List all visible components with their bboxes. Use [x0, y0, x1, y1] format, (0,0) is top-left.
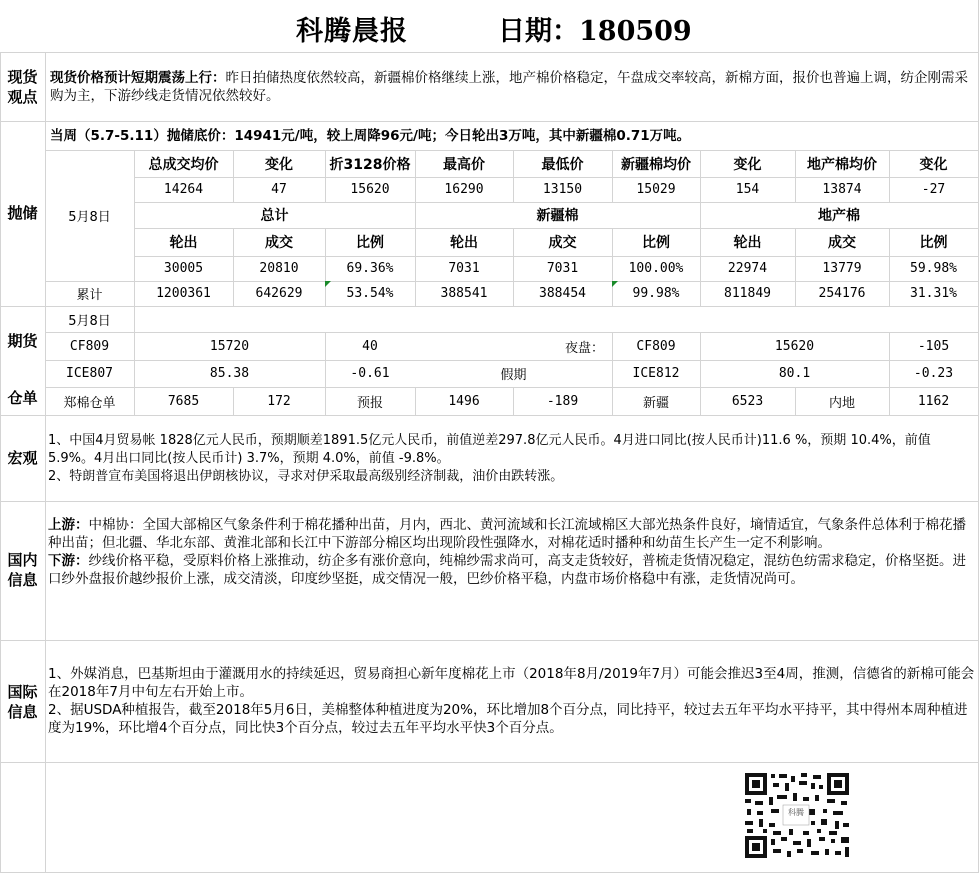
futures-ice1-change: -0.61	[350, 366, 390, 381]
warehouse-cell-0: 郑棉仓单	[63, 395, 116, 411]
futures-night-price: 15620	[774, 338, 815, 354]
price-header-5: 新疆棉均价	[621, 156, 691, 173]
day-value-3: 7031	[448, 261, 480, 276]
price-value-5: 15029	[636, 182, 676, 197]
section-label-international	[0, 682, 45, 722]
grid-line	[0, 121, 979, 122]
sub-header-8: 比例	[919, 235, 948, 251]
cum-value-4: 388454	[539, 286, 586, 301]
price-value-7: 13874	[822, 182, 862, 197]
international-label-line1: 国际	[7, 683, 38, 701]
futures-night-label: 夜盘：	[564, 340, 604, 356]
price-value-6: 154	[735, 182, 760, 197]
day-value-7: 13779	[822, 261, 862, 276]
futures-holiday: 假期	[500, 368, 527, 383]
warehouse-cell-3: 预报	[356, 395, 383, 411]
price-header-1: 变化	[265, 156, 293, 173]
warehouse-cell-1: 7685	[167, 393, 200, 409]
day-value-2: 69.36%	[346, 261, 394, 276]
day-value-6: 22974	[727, 261, 768, 276]
sub-header-2: 比例	[356, 235, 384, 251]
spot-label-line1: 现货	[7, 68, 38, 86]
price-header-4: 最低价	[541, 156, 584, 173]
auction-date: 5月8日	[68, 210, 111, 225]
qr-caption: 科腾	[788, 808, 804, 817]
section-label-futures: 期货	[7, 332, 38, 350]
qr-code	[743, 771, 851, 860]
macro-item-1: 1、中国4月贸易帐 1828亿元人民币，预期顺差1891.5亿元人民币，前值逆差297.8亿元人民币。4月进口同比(按人民币计)11.6 %，预期 10.4%，前值 5.9%。4月出口同比(按人民币计) 3.7%，预期 4.0%，前值 -9.8%。	[48, 433, 931, 466]
group-header-local: 地产棉	[818, 208, 860, 224]
section-label-warehouse: 仓单	[7, 389, 38, 407]
futures-cf-change: 40	[362, 338, 378, 354]
report-title: 科腾晨报	[296, 16, 408, 47]
group-header-xinjiang: 新疆棉	[536, 208, 579, 224]
grid-line	[45, 52, 46, 873]
cum-value-8: 31.31%	[910, 286, 957, 301]
futures-ice1-code: ICE807	[66, 366, 113, 381]
sub-header-6: 轮出	[733, 235, 762, 251]
spot-view-headline: 现货价格预计短期震荡上行：	[50, 70, 226, 86]
price-header-7: 地产棉均价	[807, 156, 877, 173]
macro-text	[48, 432, 976, 486]
warehouse-cell-9: 1162	[917, 393, 950, 409]
price-value-2: 15620	[350, 182, 390, 197]
price-header-3: 最高价	[443, 156, 485, 173]
cum-value-5: 99.98%	[612, 281, 700, 306]
international-label-line2: 信息	[7, 703, 38, 721]
sub-header-4: 成交	[548, 235, 577, 251]
grid-line	[0, 306, 979, 307]
downstream-text: 纱线价格平稳，受原料价格上涨推动，纺企多有涨价意向，纯棉纱需求尚可，高支走货较好，普梳走货情况稳定，混纺色纺需求稳定，价格坚挺。进口纱外盘报价越纱报价上涨，成交清淡，印度纱坚挺，成交情况一般，巴纱价格平稳，内盘市场价格稳中有涨，走货情况尚可。	[48, 553, 966, 587]
cum-value-6: 811849	[724, 286, 771, 301]
international-item-1: 1、外媒消息，巴基斯坦由于灌溉用水的持续延迟，贸易商担心新年度棉花上市（2018年8月/2019年7月）可能会推迟3至4周，推测，信德省的新棉可能会在2018年7月中旬左右开始上市。	[48, 666, 975, 700]
sub-header-0: 轮出	[169, 235, 198, 251]
day-value-8: 59.98%	[910, 261, 957, 276]
price-header-8: 变化	[919, 156, 948, 173]
sub-header-5: 比例	[642, 235, 670, 251]
warehouse-cell-6: 新疆	[642, 395, 669, 411]
price-value-3: 16290	[444, 182, 484, 197]
macro-item-2: 2、特朗普宣布美国将退出伊朗核协议，寻求对伊采取最高级别经济制裁，油价由跌转涨。	[48, 469, 564, 484]
day-value-0: 30005	[163, 261, 204, 276]
futures-ice2-code: ICE812	[632, 366, 680, 381]
grid-line	[0, 762, 979, 763]
auction-summary: 当周（5.7-5.11）抛储底价：14941元/吨，较上周降96元/吨；今日轮出3万吨，其中新疆棉0.71万吨。	[50, 128, 691, 144]
cumulative-label: 累计	[76, 288, 103, 303]
domestic-downstream	[48, 552, 976, 588]
price-value-8: -27	[921, 182, 946, 197]
domestic-label-line1: 国内	[7, 551, 38, 569]
domestic-label-line2: 信息	[7, 571, 38, 589]
warehouse-cell-5: -189	[546, 393, 579, 409]
grid-line	[0, 52, 979, 53]
futures-ice1-price: 85.38	[209, 366, 250, 381]
section-label-macro: 宏观	[7, 449, 38, 467]
section-label-auction: 抛储	[7, 204, 38, 222]
warehouse-cell-7: 6523	[731, 393, 764, 409]
cum-value-0: 1200361	[156, 286, 211, 301]
price-header-0: 总成交均价	[148, 156, 219, 173]
report-header	[0, 0, 979, 52]
price-header-6: 变化	[733, 156, 762, 173]
price-header-2: 折3128价格	[329, 156, 411, 173]
warehouse-cell-2: 172	[267, 393, 291, 409]
day-value-4: 7031	[546, 261, 579, 276]
cum-value-3: 388541	[440, 286, 488, 301]
grid-line	[0, 501, 979, 502]
domestic-text	[48, 516, 976, 588]
international-item-2: 2、据USDA种植报告，截至2018年5月6日，美棉整体种植进度为20%，环比增加8个百分点，同比持平，较过去五年平均水平持平，其中得州本周种植进度为19%，环比增4个百分点，同比快3个百分点，较过去五年平均水平快3个百分点。	[48, 702, 968, 736]
day-value-1: 20810	[259, 261, 299, 276]
sub-header-1: 成交	[265, 235, 293, 251]
price-value-4: 13150	[542, 182, 583, 197]
price-value-1: 47	[271, 182, 287, 197]
futures-night-code: CF809	[636, 338, 676, 354]
futures-cf-code: CF809	[69, 338, 110, 354]
cum-value-2: 53.54%	[325, 281, 415, 306]
section-label-domestic	[0, 550, 45, 590]
sub-header-7: 成交	[828, 235, 856, 251]
spot-label-line2: 观点	[7, 88, 38, 106]
day-value-5: 100.00%	[628, 261, 684, 276]
warehouse-cell-4: 1496	[448, 393, 480, 409]
upstream-text: 中棉协：全国大部棉区气象条件利于棉花播种出苗，月内，西北、黄河流域和长江流域棉区大部光热条件良好，墒情适宜，气象条件总体利于棉花播种出苗；但北疆、华北东部、黄淮北部和长江中下游部分棉区均出现阶段性强降水，对棉花适时播种和幼苗生长产生一定不利影响。	[48, 517, 966, 551]
spot-view-text	[50, 69, 976, 105]
warehouse-cell-8: 内地	[828, 395, 855, 411]
downstream-label: 下游：	[48, 553, 89, 569]
futures-ice2-change: -0.23	[913, 366, 954, 381]
grid-line	[0, 415, 979, 416]
futures-ice2-price: 80.1	[778, 366, 811, 381]
sub-header-3: 轮出	[450, 235, 478, 251]
futures-cf-price: 15720	[209, 338, 250, 354]
domestic-upstream	[48, 516, 976, 552]
report-date: 日期：180509	[498, 16, 692, 47]
futures-night-change: -105	[917, 338, 950, 354]
group-header-total: 总计	[260, 208, 289, 224]
cum-value-1: 642629	[255, 286, 303, 301]
futures-date: 5月8日	[68, 313, 111, 329]
spot-view-body: 昨日拍储热度依然较高，新疆棉价格继续上涨，地产棉价格稳定，午盘成交率较高，新棉方面，报价也普遍上调，纺企刚需采购为主，下游纱线走货情况依然较好。	[50, 70, 968, 104]
cum-value-7: 254176	[818, 286, 866, 301]
section-label-spot	[0, 67, 45, 107]
upstream-label: 上游：	[48, 517, 89, 533]
international-text	[48, 665, 976, 737]
price-value-0: 14264	[163, 182, 204, 197]
grid-line	[0, 640, 979, 641]
